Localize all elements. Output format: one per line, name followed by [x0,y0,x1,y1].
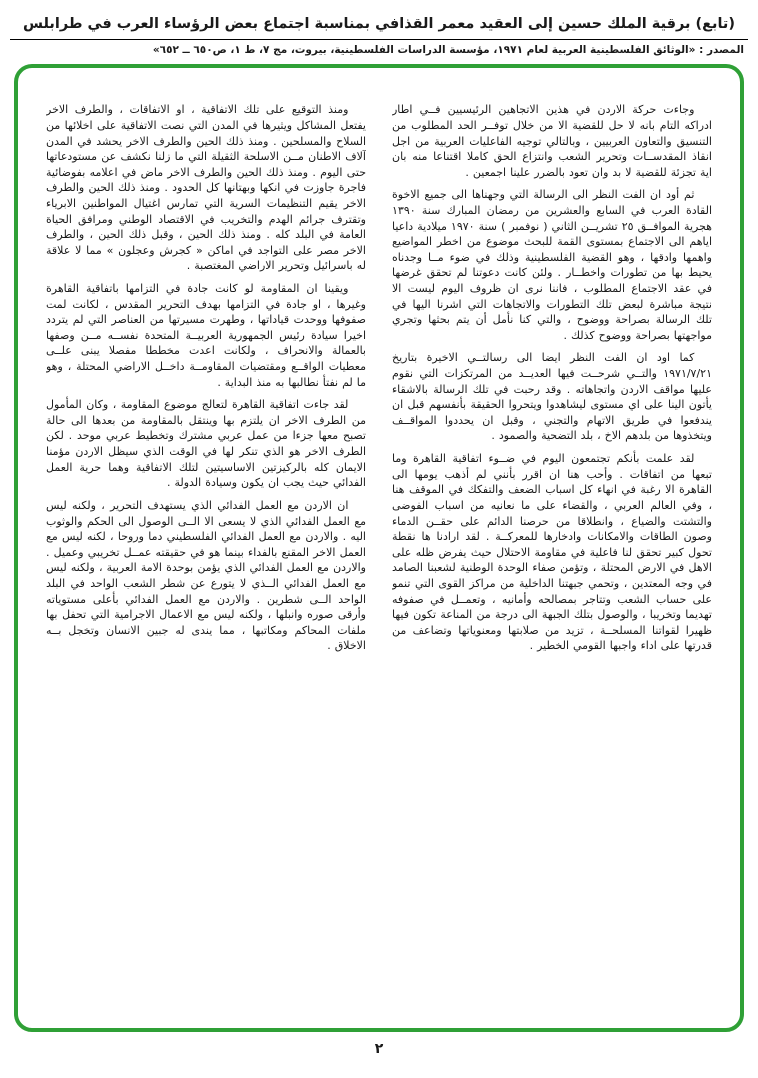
paragraph: ومنذ التوقيع على تلك الاتفاقية ، او الاتفاقات ، والطرف الاخر يفتعل المشاكل ويثيرها في المدن التي نصت الاتفاقية على اخلائها من السلاح والمسلحين . ومنذ ذلك الحين والطرف الاخر يحشد في المدن آلاف الاطنان مــن الاسلحة الثقيلة التي ما زلنا نكشف عن مستودعاتها حتى اليوم . ومنذ ذلك الحين والطرف الاخر ماض في اعلامه بفوضائية فاجرة جاوزت في انكها وبهتانها كل الحدود . ومنذ ذلك الحين والطرف الاخر يقيم التنظيمات السرية التي تمارس اغتيال المواطنين الابرياء وتقترف جرائم الهدم والتخريب في الاقتصاد الوطني ومرافق الحياة العامة في البلد كله . ومنذ ذلك الحين ، وقبل ذلك الحين ، والطرف الاخر مصر على التواجد في اماكن « كجرش وعجلون » مما لا علاقة له باسرائيل وتحرير الاراضي المغتصبة . [46,103,366,273]
paragraph: لقد علمت بأنكم تجتمعون اليوم في ضــوء اتفاقية القاهرة وما تبعها من اتفاقات . وأحب هنا ان اقرر بأنني لم أذهب يومها الى القاهرة الا رغبة في انهاء كل اسباب الضعف والتفكك في الموقف هنا ، وفي العالم العربي ، والقضاء على ما نعانيه من اسباب الفوضى والتشتت والضياع ، وانطلاقا من حرصنا الدائم على حقــن الدماء وصون الطاقات والامكانات وادخارها للمعركــة . لقد ارادنا ها نقطة تحول كبير تحقق لنا فاعلية في مقاومة الاحتلال حيث يفرض ظله على الاهل في الارض المحتلة ، وتؤمن صفاء الوحدة الوطنية لشعبنا الصامد في وجه المعتدين ، وتحمي جبهتنا الداخلية من مراكز القوى التي تنمو على حساب الشعب وتتاجر بمصالحه وأمانيه ، وتعمــل في صفوفه تهديما وتخريبا ، والوصول بتلك الجبهة الى درجة من المناعة تكون فيها ظهيرا لقواتنا المسلحــة ، تزيد من صلابتها ومعنوياتها وتضاعف من قدرتها على اداء واجبها القومي الخطير . [392,452,712,653]
paragraph: كما اود ان الفت النظر ايضا الى رسالتــي الاخيرة بتاريخ ١٩٧١/٧/٢١ والتــي شرحــت فيها العديــد من المرتكزات التي نقوم عليها مواقف الاردن واتجاهاته . وقد رحبت في تلك الرسالة بالاشقاء يأتون الينا على اي مستوى ليشاهدوا ويتحروا الحقيقة بأنفسهم قبل ان يندفعوا في طريق الاتهام والتجني ، وقبل ان يحددوا المواقــف ويتخذوها من بلدهم الاخ ، بلد التضحية والصمود . [392,351,712,443]
source-label: المصدر : [699,44,744,57]
paragraph: ان الاردن مع العمل الفدائي الذي يستهدف التحرير ، ولكنه ليس مع العمل الفدائي الذي لا يسعى الا الــى الوصول الى الحكم والوثوب اليه . والاردن مع العمل الفدائي الفلسطيني دما وروحا ، لكنه ليس مع العمل الاخر المقنع بالفداء بينما هو في حقيقته عمــل تخريبي وعميل . والاردن مع العمل الفدائي الذي يؤمن بوحدة الامة العربية ، ولكنه ليس مع العمل الفدائي الــذي لا يتورع عن شطر الشعب الواحد في البلد الواحد الــى شطرين . والاردن مع العمل الفدائي بأعلى مستوياته وأرقى صوره وانبلها ، ولكنه ليس مع الاعمال الاجرامية التي تحفل بها ملفات المحاكم ومكاتبها ، مما يندى له جبين الانسان وتخجل بــه الاخلاق . [46,498,366,653]
paragraph: وجاءت حركة الاردن في هذين الاتجاهين الرئيسيين فــي اطار ادراكه التام بانه لا حل للقضية الا من خلال توفــر الحد المطلوب من التنسيق والتعاون العربيين ، وبالتالي توجيه الفاعليات العربية من اجل انقاذ المقدســات وتحرير الشعب وانتزاع الحق كاملا اقتناعا منه بان اية تجزئة للقضية لا بد وان تعود بالضرر علينا اجمعين . [392,103,712,179]
header-divider [10,39,748,40]
paragraph: ثم أود ان الفت النظر الى الرسالة التي وجهناها الى جميع الاخوة القادة العرب في السابع والعشرين من رمضان المبارك سنة ١٣٩٠ هجرية الموافــق ٢٥ تشريــن الثاني ( نوفمبر ) سنة ١٩٧٠ ميلادية داعيا اياهم الى الاجتماع بمستوى القمة للبحث موضوع من اخطر المواضيع واهمها وادقها ، وهو القضية الفلسطينية وذلك في ضوء مــا وجدناه يحيط بها من تطورات واخطــار . ولئن كانت دعوتنا لم تحقق غرضها في عقد الاجتماع المطلوب ، فاننا نرى ان ظروف اليوم ليست الا نتيجة مباشرة لبعض تلك التطورات والاتجاهات التي اشرنا اليها في تلك الرسالة بصراحة ووضوح ، والتي كنا نأمل أن يتم بحثها وتجري مواجهتها بصراحة ووضوح كذلك . [392,188,712,342]
paragraph: ويقينا ان المقاومة لو كانت جادة في التزامها باتفاقية القاهرة وغيرها ، او جادة في التزامها بهدف التحرير المقدس ، لكانت لمت صفوفها ووحدت قياداتها ، وطهرت مسيرتها من العناصر التي لم يتردد اخيرا سيادة رئيس الجمهورية العربيــة المتحدة نفســه مــن وصفها بالعمالة والانحراف ، ولكانت اعدت مخططا مفصلا يبنى علــى معطيات الواقــع ومقتضيات المقاومــة داخــل الاراضي المحتلة ، وهو ما لم نفتأ نطالبها به منذ البداية . [46,282,366,389]
content-frame [14,64,744,1032]
column-left [46,102,366,1002]
column-right [392,102,712,1002]
page-footer [8,1041,750,1057]
text-columns [46,102,712,1002]
page-number: ٢ [374,1041,384,1058]
page-title: (تابع) برقية الملك حسين إلى العقيد معمر القذافي بمناسبة اجتماع بعض الرؤساء العرب في طرابلس [23,16,735,32]
source-line [14,44,744,56]
document-header [8,14,750,56]
source-text: «الوثائق الفلسطينية العربية لعام ١٩٧١، مؤسسة الدراسات الفلسطينية، بيروت، مج ٧، ط ١، ص٦٥٠ ــ ٦٥٢» [152,44,696,57]
paragraph: لقد جاءت اتفاقية القاهرة لتعالج موضوع المقاومة ، وكان المأمول من الطرف الاخر ان يلتزم بها وينتقل بالمقاومة من بعدها الى حالة تصبح معها جزءا من عمل عربي مشترك وتخطيط عربي موحد . لكن الطرف الاخر هو الذي تنكر لها في الوقت الذي سيظل الاردن مؤمنا الايمان كله بالركيزتين الاساسيتين لتلك الاتفاقية وهما حرية العمل الفدائي حيث يجب ان يكون وسيادة الدولة . [46,398,366,490]
